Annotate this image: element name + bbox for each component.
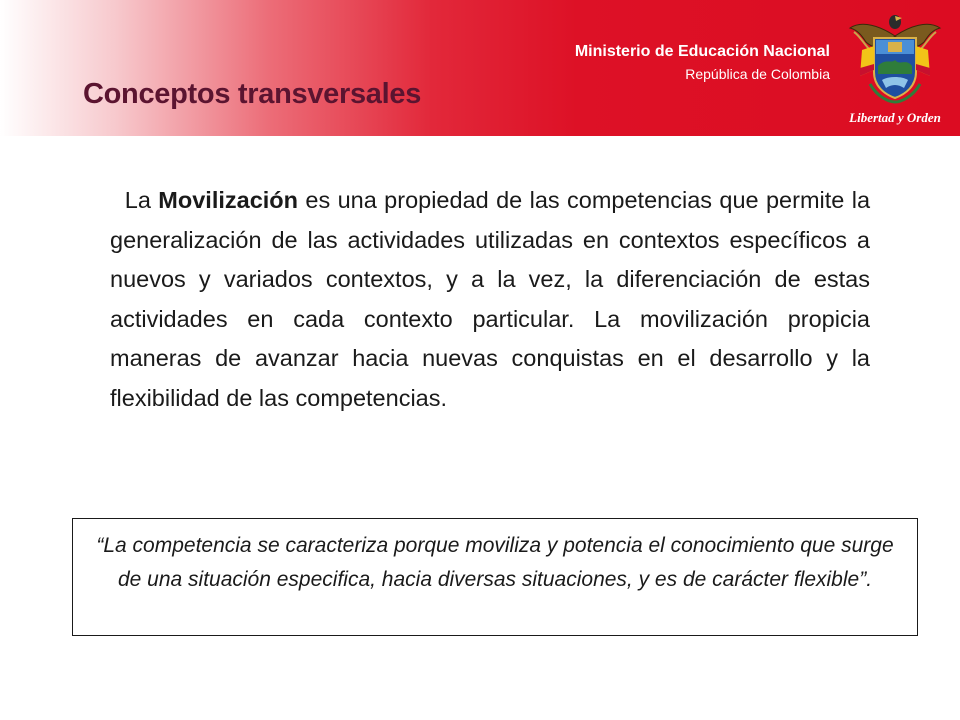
- country-name: República de Colombia: [685, 66, 830, 82]
- quote-box: [72, 518, 918, 636]
- page-title: Conceptos transversales: [83, 78, 422, 110]
- ministry-block: [575, 42, 830, 84]
- definition-paragraph: [110, 181, 870, 418]
- colombia-coat-of-arms-icon: [840, 6, 950, 110]
- motto-text: Libertad y Orden: [849, 110, 941, 125]
- ministry-name: Ministerio de Educación Nacional: [574, 43, 830, 60]
- paragraph-lead: La: [124, 187, 159, 213]
- coat-of-arms: [840, 6, 950, 132]
- paragraph-term: Movilización: [158, 187, 299, 213]
- paragraph-rest: es una propiedad de las competencias que permite la generalización de las actividades utilizadas en contextos específicos a nuevos y variados contextos, y a la vez, la diferenciación de estas actividades en cada contexto particular. La movilización propicia maneras de avanzar hacia nuevas conquistas en el desarrollo y la flexibilidad de las competencias.: [110, 187, 871, 411]
- quote-text: “La competencia se caracteriza porque moviliza y potencia el conocimiento que surge de una situación especifica, hacia diversas situaciones, y es de carácter flexible”.: [96, 534, 894, 591]
- header-banner: [0, 0, 960, 136]
